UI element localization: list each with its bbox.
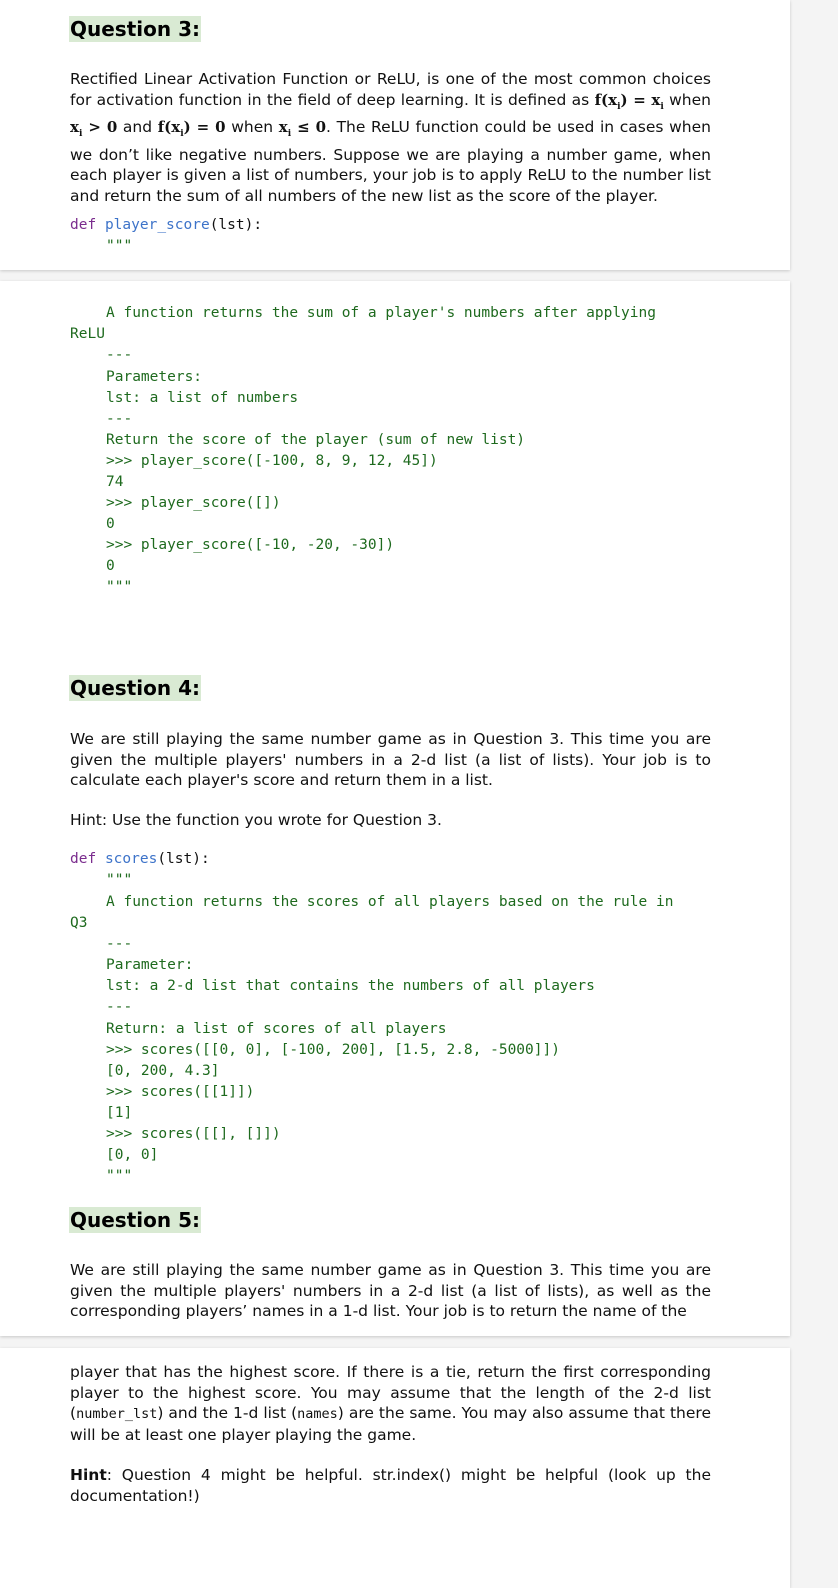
q3-example-3: >>> player_score([-10, -20, -30])	[106, 537, 395, 553]
relu-formula: $f(x_i) = x_i$	[594, 90, 664, 112]
question-3-description: Rectified Linear Activation Function or ReLU, is one of the most common choices for activation function in the field of deep learning. It is defined as $f(x_i) = x_i$ when $x_i > 0$ and $f(x_i) = 0$ when $x_i \le 0$. The ReLU function could be used in cases when we don’t like negative numbers. Suppose we are playing a number game, when each player is given a list of numbers, your job is to apply ReLU to the number list and return the sum of all numbers of the new list as the score of the player.	[70, 70, 711, 205]
q4-example-3: >>> scores([[], []])	[106, 1126, 281, 1142]
q3-docstring-open: """	[106, 238, 133, 254]
q3-example-3-output: 0	[106, 558, 115, 574]
q3-doc-param-lst: lst: a list of numbers	[106, 390, 299, 406]
q4-example-2-output: [1]	[106, 1105, 133, 1121]
q3-doc-sep-2: ---	[106, 411, 133, 427]
q3-example-1: >>> player_score([-100, 8, 9, 12, 45])	[106, 453, 438, 469]
q3-doc-line-1b: ReLU	[70, 326, 105, 342]
q4-example-1-output: [0, 200, 4.3]	[106, 1063, 220, 1079]
question-5-hint: Hint: Question 4 might be helpful. str.index() might be helpful (look up the documentation!)	[70, 1466, 711, 1505]
q4-example-1: >>> scores([[0, 0], [-100, 200], [1.5, 2.8, -5000]])	[106, 1042, 560, 1058]
inline-code-number-lst: number_lst	[76, 1406, 158, 1423]
q3-doc-line-1: A function returns the sum of a player's numbers after applying	[106, 305, 656, 321]
question-5-heading: Question 5:	[70, 1208, 200, 1232]
q4-doc-line-1: A function returns the scores of all players based on the rule in	[106, 894, 674, 910]
q3-example-1-output: 74	[106, 474, 124, 490]
question-4-hint: Hint: Use the function you wrote for Question 3.	[70, 811, 442, 829]
question-3-heading: Question 3:	[70, 17, 200, 41]
q3-function-def: def player_score(lst):	[70, 217, 263, 233]
q4-example-3-output: [0, 0]	[106, 1147, 159, 1163]
q4-example-2: >>> scores([[1]])	[106, 1084, 255, 1100]
document-page-3	[0, 1348, 790, 1588]
question-5-description-part-1: We are still playing the same number game as in Question 3. This time you are given the multiple players' numbers in a 2-d list (a list of lists), as well as the corresponding players’ names in a 1-d list. Your job is to return the name of the	[70, 1261, 711, 1321]
q3-doc-sep-1: ---	[106, 347, 133, 363]
q3-text-1: Rectified Linear Activation Function or ReLU, is one of the most common choices for activation function in the field of deep learning. It is defined as	[70, 70, 711, 109]
scrollbar[interactable]	[790, 0, 838, 1578]
q4-doc-line-1b: Q3	[70, 915, 88, 931]
inline-code-names: names	[297, 1406, 338, 1423]
document-page-2	[0, 281, 790, 1336]
q4-function-def: def scores(lst):	[70, 851, 210, 867]
document-page-1	[0, 0, 790, 270]
q3-example-2: >>> player_score([])	[106, 495, 281, 511]
q3-example-2-output: 0	[106, 516, 115, 532]
q4-doc-return: Return: a list of scores of all players	[106, 1021, 447, 1037]
q4-docstring-open: """	[106, 872, 133, 888]
question-4-heading: Question 4:	[70, 676, 200, 700]
q4-doc-sep-1: ---	[106, 936, 133, 952]
q3-doc-params-label: Parameters:	[106, 369, 203, 385]
question-4-description: We are still playing the same number game as in Question 3. This time you are given the multiple players' numbers in a 2-d list (a list of lists). Your job is to calculate each player's score and return them in a list.	[70, 730, 711, 790]
q4-docstring-close: """	[106, 1168, 133, 1184]
q4-doc-sep-2: ---	[106, 999, 133, 1015]
q3-docstring-close: """	[106, 579, 133, 595]
q4-doc-param-lst: lst: a 2-d list that contains the numbers of all players	[106, 978, 595, 994]
q3-doc-return: Return the score of the player (sum of new list)	[106, 432, 526, 448]
question-5-description-part-2: player that has the highest score. If there is a tie, return the first corresponding player to the highest score. You may assume that the length of the 2-d list (number_lst) and the 1-d list (names) are the same. You may also assume that there will be at least one player playing the game.	[70, 1363, 711, 1444]
q4-doc-param-label: Parameter:	[106, 957, 194, 973]
